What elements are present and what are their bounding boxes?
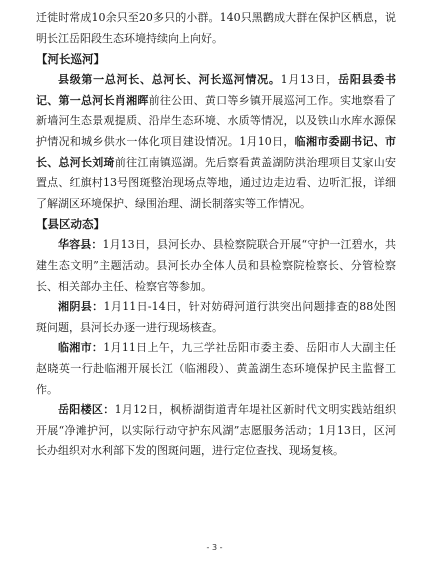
section-heading-river-patrol: 【河长巡河】	[36, 52, 105, 67]
patrol-lead: 县级第一总河长、总河长、河长巡河情况。	[58, 73, 281, 87]
county-text: 1月11日上午，九三学社岳阳市委主委、岳阳市人大副主任赵晓英一行赴临湘开展长江（临湘段）、黄盖湖生态环境保护民主监督工作。	[36, 341, 397, 396]
county-name: 湘阴县：	[58, 300, 104, 314]
county-item-xiangyin	[36, 297, 396, 338]
section-heading-county-news: 【县区动态】	[36, 217, 105, 232]
patrol-paragraph	[36, 70, 396, 214]
county-item-linxiang	[36, 338, 396, 400]
page-number: - 3 -	[206, 543, 223, 552]
county-name: 华容县：	[58, 238, 103, 252]
county-name: 临湘市：	[58, 341, 104, 355]
patrol-text-1: 前往公田、黄口等乡镇开展巡河工作。实地察看了新墙河生态景观提质、沿岸生态环境、水质等情况，以及铁山水库水源保护情况和城乡供水一体化项目建设情况。1月10日，	[36, 93, 397, 148]
patrol-official-1: 岳阳县委书记、第一总河长肖湘晖	[36, 73, 397, 107]
county-text: 1月11日-14日，针对妨碍河道行洪突出问题排查的88处图斑问题，县河长办逐一进行现场核查。	[36, 300, 396, 334]
county-item-yueyanglou	[36, 400, 396, 462]
patrol-official-2: 临湘市委副书记、市长、总河长刘琦	[36, 134, 396, 169]
county-item-huarong	[36, 235, 396, 297]
patrol-text-2: 前往江南镇巡湖。先后察看黄盖湖防洪治理项目艾家山安置点、红旗村13号图斑整治现场点等地，通过边走边看、边听汇报，详细了解湖区环境保护、绿围治理、湖长制落实等工作情况。	[36, 155, 397, 210]
county-text: 1月12日，枫桥湖街道青年堤社区新时代文明实践站组织开展“净滩护河，以实际行动守护东风湖”志愿服务活动；1月13日，区河长办组织对水利部下发的图斑问题，进行定位查找、现场复核。	[36, 403, 397, 458]
document-page	[36, 8, 396, 462]
county-text: 1月13日，县河长办、县检察院联合开展“守护一江碧水，共建生态文明”主题活动。县河长办全体人员和县检察院检察长、分管检察长、相关部办主任、检察官等参加。	[36, 238, 396, 293]
county-name: 岳阳楼区：	[58, 403, 115, 417]
patrol-date-1: 1月13日，	[280, 73, 339, 87]
intro-paragraph: 迁徙时常成10余只至20多只的小群。140只黑鹳成大群在保护区栖息，说明长江岳阳段生态环境持续向上向好。	[36, 11, 396, 45]
